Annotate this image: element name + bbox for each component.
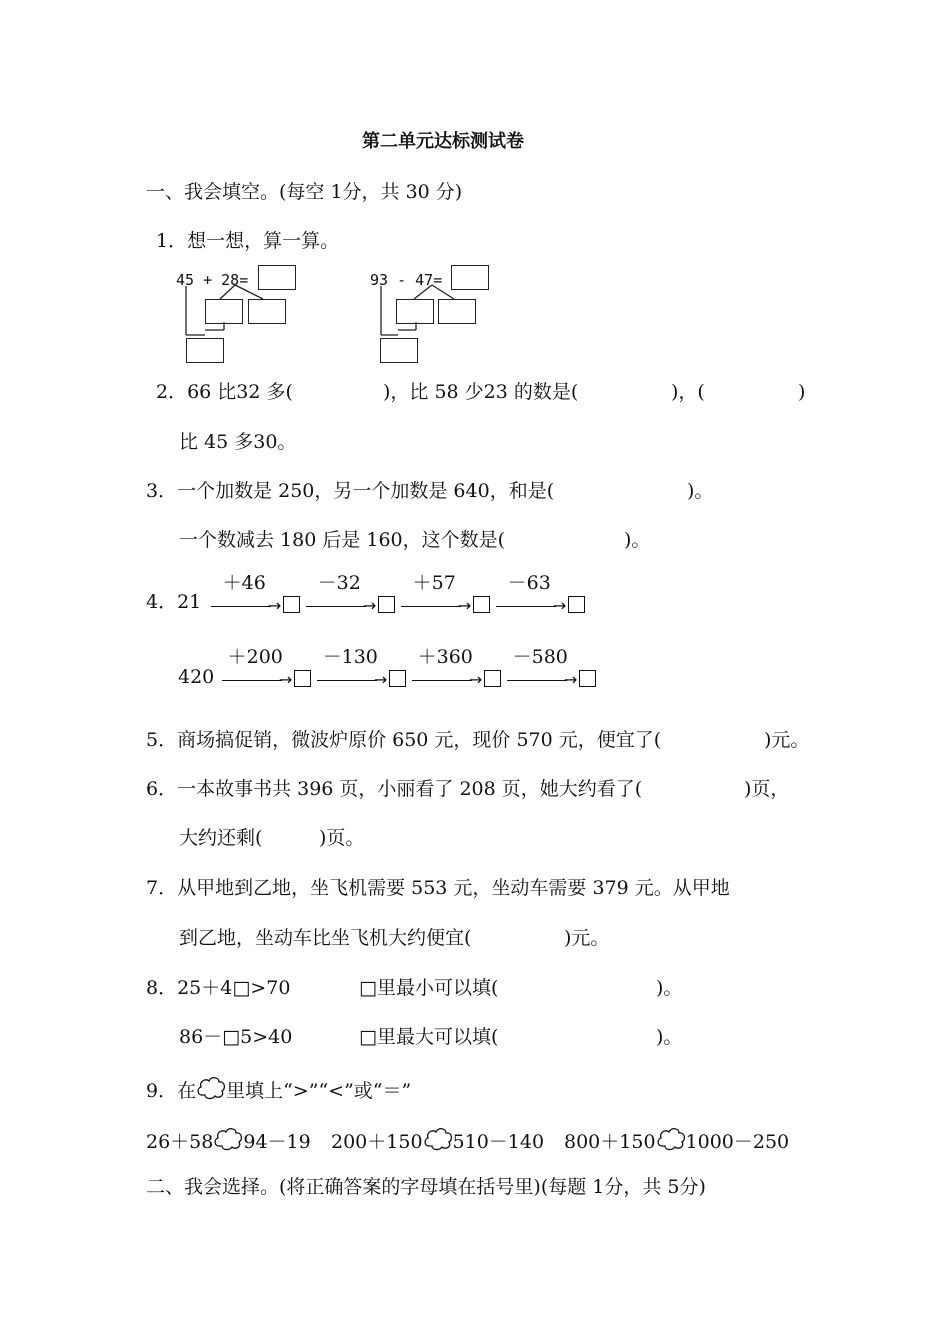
page-title: 第二单元达标测试卷 (362, 131, 524, 152)
blank-square[interactable] (378, 596, 395, 613)
cloud-icon[interactable] (213, 1126, 243, 1152)
question-9-instruction: 9．在 里填上“>”“<”或“＝” (146, 1075, 411, 1103)
comparison-2: 200＋150 510－140 (331, 1126, 544, 1154)
expression-b: 93 - 47= (370, 271, 443, 289)
decomposition-lines (364, 280, 484, 350)
blank-square[interactable] (568, 596, 585, 613)
cloud-icon[interactable] (656, 1126, 686, 1152)
arrow-op: －130 → (313, 646, 387, 690)
arrow-op: ＋46 → (207, 572, 281, 616)
blank-square[interactable] (579, 670, 596, 687)
arrow-op: －580 → (503, 646, 577, 690)
blank-square[interactable] (473, 596, 490, 613)
blank-square[interactable] (484, 670, 501, 687)
comparison-1: 26＋58 94－19 (146, 1126, 311, 1154)
arrow-op: ＋360 → (408, 646, 482, 690)
arrow-op: －63 → (492, 572, 566, 616)
question-4-row-2: 420 ＋200 → －130 → ＋360 → －580 → (178, 646, 596, 690)
blank-square[interactable] (283, 596, 300, 613)
question-1-text: 1．想一想，算一算。 (156, 230, 340, 252)
question-4-row-1: 4．21 ＋46 → －32 → ＋57 → －63 → (146, 572, 585, 616)
cloud-icon (196, 1075, 226, 1101)
section-heading-2: 二、我会选择。(将正确答案的字母填在括号里)(每题 1分，共 5分) (146, 1176, 706, 1198)
decomposition-lines (170, 280, 290, 350)
arrow-op: ＋57 → (397, 572, 471, 616)
arrow-op: ＋200 → (218, 646, 292, 690)
arrow-op: －32 → (302, 572, 376, 616)
expression-a: 45 + 28= (176, 271, 249, 289)
blank-square[interactable] (389, 670, 406, 687)
comparison-3: 800＋150 1000－250 (564, 1126, 789, 1154)
cloud-icon[interactable] (423, 1126, 453, 1152)
blank-square[interactable] (294, 670, 311, 687)
section-heading-1: 一、我会填空。(每空 1分，共 30 分) (146, 181, 463, 203)
